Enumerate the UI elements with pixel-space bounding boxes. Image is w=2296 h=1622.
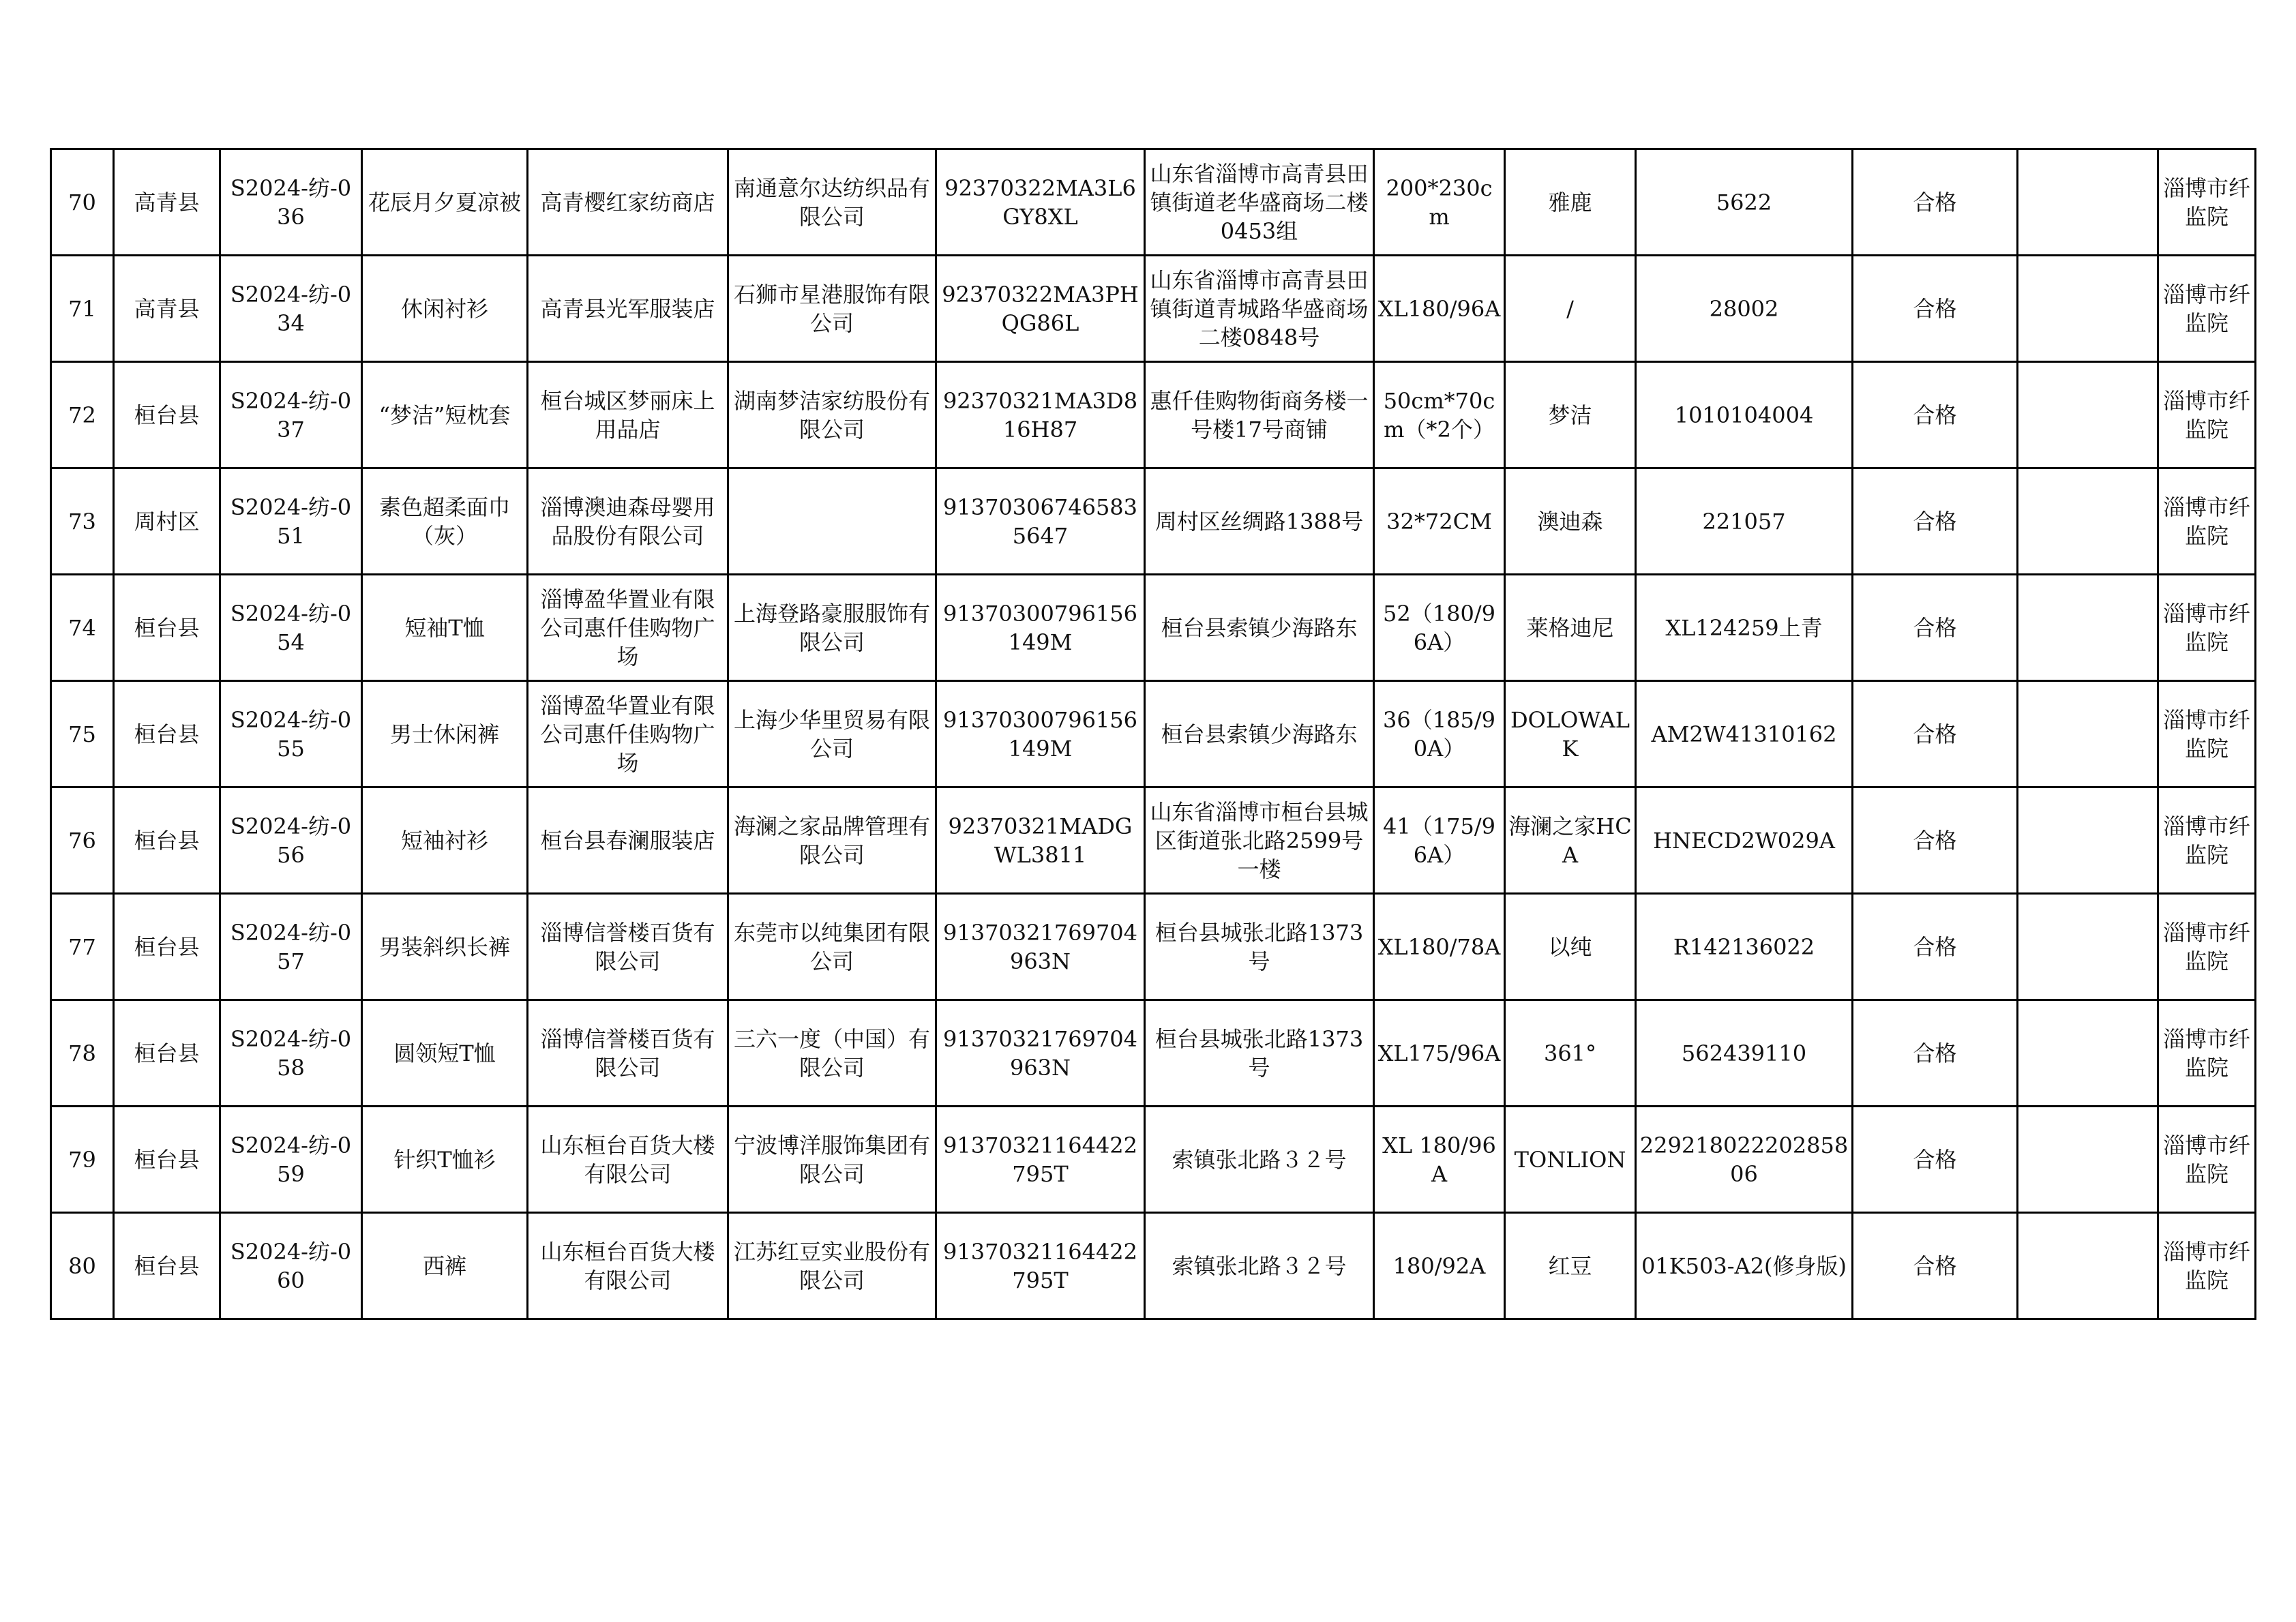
table-row xyxy=(51,256,2256,362)
credit-code-cell: 91370300796156149M xyxy=(936,681,1145,787)
credit-code-cell: 92370321MADGWL3811 xyxy=(936,787,1145,894)
product-name-cell: “梦洁”短枕套 xyxy=(362,362,528,468)
note-cell xyxy=(2018,787,2158,894)
producer-cell: 三六一度（中国）有限公司 xyxy=(728,1000,936,1107)
producer-cell: 东莞市以纯集团有限公司 xyxy=(728,894,936,1000)
inspection-results-table xyxy=(50,148,2256,1320)
producer-cell: 海澜之家品牌管理有限公司 xyxy=(728,787,936,894)
brand-cell: 海澜之家HCA xyxy=(1505,787,1636,894)
result-cell: 合格 xyxy=(1853,1213,2018,1319)
note-cell xyxy=(2018,468,2158,575)
note-cell xyxy=(2018,149,2158,256)
result-cell: 合格 xyxy=(1853,1107,2018,1213)
producer-cell: 上海少华里贸易有限公司 xyxy=(728,681,936,787)
spec-cell: XL 180/96A xyxy=(1374,1107,1505,1213)
product-name-cell: 西裤 xyxy=(362,1213,528,1319)
seller-cell: 山东桓台百货大楼有限公司 xyxy=(528,1107,728,1213)
sample-id-cell: S2024-纺-058 xyxy=(220,1000,362,1107)
address-cell: 索镇张北路３２号 xyxy=(1145,1107,1374,1213)
note-cell xyxy=(2018,575,2158,681)
sample-id-cell: S2024-纺-060 xyxy=(220,1213,362,1319)
sample-id-cell: S2024-纺-054 xyxy=(220,575,362,681)
note-cell xyxy=(2018,894,2158,1000)
agency-cell: 淄博市纤监院 xyxy=(2158,1000,2256,1107)
sample-id-cell: S2024-纺-036 xyxy=(220,149,362,256)
brand-cell: DOLOWALK xyxy=(1505,681,1636,787)
row-number-cell: 73 xyxy=(51,468,114,575)
region-cell: 桓台县 xyxy=(114,362,220,468)
spec-cell: XL175/96A xyxy=(1374,1000,1505,1107)
producer-cell: 南通意尔达纺织品有限公司 xyxy=(728,149,936,256)
product-name-cell: 休闲衬衫 xyxy=(362,256,528,362)
product-name-cell: 男装斜织长裤 xyxy=(362,894,528,1000)
agency-cell: 淄博市纤监院 xyxy=(2158,787,2256,894)
seller-cell: 高青樱红家纺商店 xyxy=(528,149,728,256)
agency-cell: 淄博市纤监院 xyxy=(2158,256,2256,362)
brand-cell: TONLION xyxy=(1505,1107,1636,1213)
credit-code-cell: 91370321164422795T xyxy=(936,1107,1145,1213)
spec-cell: 41（175/96A） xyxy=(1374,787,1505,894)
address-cell: 桓台县索镇少海路东 xyxy=(1145,681,1374,787)
agency-cell: 淄博市纤监院 xyxy=(2158,575,2256,681)
table-row xyxy=(51,787,2256,894)
spec-cell: XL180/78A xyxy=(1374,894,1505,1000)
region-cell: 周村区 xyxy=(114,468,220,575)
batch-cell: 562439110 xyxy=(1636,1000,1853,1107)
address-cell: 惠仟佳购物街商务楼一号楼17号商铺 xyxy=(1145,362,1374,468)
region-cell: 桓台县 xyxy=(114,894,220,1000)
seller-cell: 淄博信誉楼百货有限公司 xyxy=(528,894,728,1000)
address-cell: 山东省淄博市高青县田镇街道老华盛商场二楼0453组 xyxy=(1145,149,1374,256)
agency-cell: 淄博市纤监院 xyxy=(2158,468,2256,575)
seller-cell: 淄博盈华置业有限公司惠仟佳购物广场 xyxy=(528,681,728,787)
producer-cell: 上海登路豪服服饰有限公司 xyxy=(728,575,936,681)
region-cell: 桓台县 xyxy=(114,681,220,787)
row-number-cell: 71 xyxy=(51,256,114,362)
region-cell: 高青县 xyxy=(114,149,220,256)
row-number-cell: 80 xyxy=(51,1213,114,1319)
brand-cell: 莱格迪尼 xyxy=(1505,575,1636,681)
batch-cell: 01K503-A2(修身版) xyxy=(1636,1213,1853,1319)
sample-id-cell: S2024-纺-056 xyxy=(220,787,362,894)
note-cell xyxy=(2018,1000,2158,1107)
spec-cell: 36（185/90A） xyxy=(1374,681,1505,787)
region-cell: 桓台县 xyxy=(114,575,220,681)
result-cell: 合格 xyxy=(1853,894,2018,1000)
batch-cell: XL124259上青 xyxy=(1636,575,1853,681)
result-cell: 合格 xyxy=(1853,1000,2018,1107)
credit-code-cell: 913703067465835647 xyxy=(936,468,1145,575)
agency-cell: 淄博市纤监院 xyxy=(2158,149,2256,256)
sample-id-cell: S2024-纺-051 xyxy=(220,468,362,575)
producer-cell: 宁波博洋服饰集团有限公司 xyxy=(728,1107,936,1213)
seller-cell: 山东桓台百货大楼有限公司 xyxy=(528,1213,728,1319)
agency-cell: 淄博市纤监院 xyxy=(2158,1107,2256,1213)
table-row xyxy=(51,1000,2256,1107)
seller-cell: 淄博信誉楼百货有限公司 xyxy=(528,1000,728,1107)
table-row xyxy=(51,149,2256,256)
address-cell: 周村区丝绸路1388号 xyxy=(1145,468,1374,575)
spec-cell: 50cm*70cm（*2个） xyxy=(1374,362,1505,468)
batch-cell: 22921802220285806 xyxy=(1636,1107,1853,1213)
brand-cell: 红豆 xyxy=(1505,1213,1636,1319)
product-name-cell: 短袖衬衫 xyxy=(362,787,528,894)
credit-code-cell: 91370321164422795T xyxy=(936,1213,1145,1319)
region-cell: 桓台县 xyxy=(114,1213,220,1319)
batch-cell: 221057 xyxy=(1636,468,1853,575)
product-name-cell: 圆领短T恤 xyxy=(362,1000,528,1107)
batch-cell: 5622 xyxy=(1636,149,1853,256)
table-row xyxy=(51,894,2256,1000)
batch-cell: R142136022 xyxy=(1636,894,1853,1000)
table-row xyxy=(51,681,2256,787)
seller-cell: 淄博盈华置业有限公司惠仟佳购物广场 xyxy=(528,575,728,681)
producer-cell xyxy=(728,468,936,575)
region-cell: 桓台县 xyxy=(114,1000,220,1107)
result-cell: 合格 xyxy=(1853,362,2018,468)
agency-cell: 淄博市纤监院 xyxy=(2158,894,2256,1000)
brand-cell: 雅鹿 xyxy=(1505,149,1636,256)
seller-cell: 桓台县春澜服装店 xyxy=(528,787,728,894)
brand-cell: / xyxy=(1505,256,1636,362)
credit-code-cell: 91370321769704963N xyxy=(936,1000,1145,1107)
agency-cell: 淄博市纤监院 xyxy=(2158,362,2256,468)
brand-cell: 361° xyxy=(1505,1000,1636,1107)
row-number-cell: 70 xyxy=(51,149,114,256)
sample-id-cell: S2024-纺-034 xyxy=(220,256,362,362)
seller-cell: 高青县光军服装店 xyxy=(528,256,728,362)
sample-id-cell: S2024-纺-037 xyxy=(220,362,362,468)
sample-id-cell: S2024-纺-057 xyxy=(220,894,362,1000)
table-body xyxy=(51,149,2256,1319)
address-cell: 桓台县城张北路1373号 xyxy=(1145,894,1374,1000)
note-cell xyxy=(2018,362,2158,468)
producer-cell: 江苏红豆实业股份有限公司 xyxy=(728,1213,936,1319)
batch-cell: 28002 xyxy=(1636,256,1853,362)
result-cell: 合格 xyxy=(1853,256,2018,362)
product-name-cell: 针织T恤衫 xyxy=(362,1107,528,1213)
row-number-cell: 78 xyxy=(51,1000,114,1107)
credit-code-cell: 92370321MA3D816H87 xyxy=(936,362,1145,468)
region-cell: 高青县 xyxy=(114,256,220,362)
row-number-cell: 77 xyxy=(51,894,114,1000)
row-number-cell: 79 xyxy=(51,1107,114,1213)
spec-cell: 32*72CM xyxy=(1374,468,1505,575)
batch-cell: AM2W41310162 xyxy=(1636,681,1853,787)
region-cell: 桓台县 xyxy=(114,1107,220,1213)
credit-code-cell: 92370322MA3L6GY8XL xyxy=(936,149,1145,256)
result-cell: 合格 xyxy=(1853,787,2018,894)
address-cell: 索镇张北路３２号 xyxy=(1145,1213,1374,1319)
batch-cell: 1010104004 xyxy=(1636,362,1853,468)
row-number-cell: 75 xyxy=(51,681,114,787)
spec-cell: 180/92A xyxy=(1374,1213,1505,1319)
product-name-cell: 素色超柔面巾（灰） xyxy=(362,468,528,575)
batch-cell: HNECD2W029A xyxy=(1636,787,1853,894)
note-cell xyxy=(2018,1107,2158,1213)
spec-cell: 52（180/96A） xyxy=(1374,575,1505,681)
spec-cell: 200*230cm xyxy=(1374,149,1505,256)
note-cell xyxy=(2018,681,2158,787)
table-row xyxy=(51,575,2256,681)
address-cell: 桓台县城张北路1373号 xyxy=(1145,1000,1374,1107)
region-cell: 桓台县 xyxy=(114,787,220,894)
result-cell: 合格 xyxy=(1853,575,2018,681)
result-cell: 合格 xyxy=(1853,468,2018,575)
row-number-cell: 76 xyxy=(51,787,114,894)
agency-cell: 淄博市纤监院 xyxy=(2158,681,2256,787)
sample-id-cell: S2024-纺-055 xyxy=(220,681,362,787)
note-cell xyxy=(2018,256,2158,362)
producer-cell: 湖南梦洁家纺股份有限公司 xyxy=(728,362,936,468)
table-row xyxy=(51,1107,2256,1213)
table-row xyxy=(51,1213,2256,1319)
seller-cell: 桓台城区梦丽床上用品店 xyxy=(528,362,728,468)
brand-cell: 梦洁 xyxy=(1505,362,1636,468)
address-cell: 桓台县索镇少海路东 xyxy=(1145,575,1374,681)
producer-cell: 石狮市星港服饰有限公司 xyxy=(728,256,936,362)
seller-cell: 淄博澳迪森母婴用品股份有限公司 xyxy=(528,468,728,575)
row-number-cell: 74 xyxy=(51,575,114,681)
product-name-cell: 短袖T恤 xyxy=(362,575,528,681)
address-cell: 山东省淄博市桓台县城区街道张北路2599号一楼 xyxy=(1145,787,1374,894)
product-name-cell: 花辰月夕夏凉被 xyxy=(362,149,528,256)
brand-cell: 澳迪森 xyxy=(1505,468,1636,575)
row-number-cell: 72 xyxy=(51,362,114,468)
table-row xyxy=(51,468,2256,575)
brand-cell: 以纯 xyxy=(1505,894,1636,1000)
sample-id-cell: S2024-纺-059 xyxy=(220,1107,362,1213)
spec-cell: XL180/96A xyxy=(1374,256,1505,362)
credit-code-cell: 92370322MA3PHQG86L xyxy=(936,256,1145,362)
note-cell xyxy=(2018,1213,2158,1319)
product-name-cell: 男士休闲裤 xyxy=(362,681,528,787)
result-cell: 合格 xyxy=(1853,149,2018,256)
result-cell: 合格 xyxy=(1853,681,2018,787)
address-cell: 山东省淄博市高青县田镇街道青城路华盛商场二楼0848号 xyxy=(1145,256,1374,362)
agency-cell: 淄博市纤监院 xyxy=(2158,1213,2256,1319)
table-row xyxy=(51,362,2256,468)
credit-code-cell: 91370321769704963N xyxy=(936,894,1145,1000)
credit-code-cell: 91370300796156149M xyxy=(936,575,1145,681)
